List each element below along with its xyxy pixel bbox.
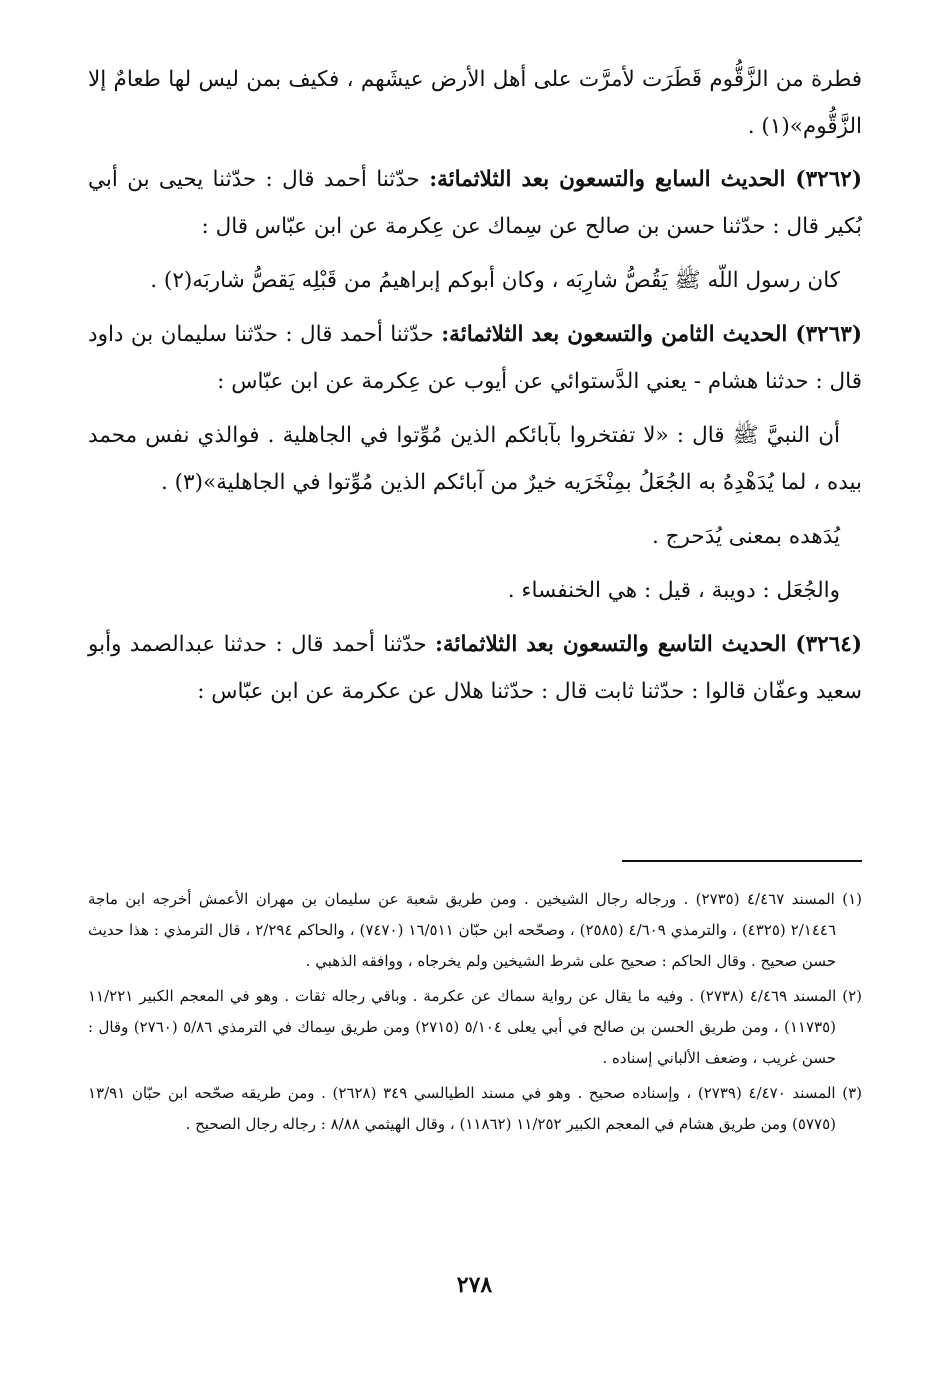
gloss-line: والجُعَل : دويبة ، قيل : هي الخنفساء . [507, 578, 840, 603]
hadith-heading: (٣٢٦٣) الحديث الثامن والتسعون بعد الثلاثمائة: [441, 322, 862, 347]
hadith-matn: أن النبيَّ ﷺ قال : «لا تفتخروا بآبائكم الذين مُوِّتوا في الجاهلية . فوالذي نفس محمد بيده ، لما يُدَهْدِهُ به الجُعَلُ بمِنْخَرَيه خيرٌ من آبائكم الذين مُوِّتوا في الجاهلية»(٣) . [88, 423, 862, 495]
main-text [88, 56, 862, 722]
hadith-heading: (٣٢٦٤) الحديث التاسع والتسعون بعد الثلاثمائة: [435, 632, 862, 657]
footnote-1: (١) المسند ٤/٤٦٧ (٢٧٣٥) . ورجاله رجال الشيخين . ومن طريق شعبة عن سليمان بن مهران الأعمش أخرجه ابن ماجة ٢/١٤٤٦ (٤٣٢٥) ، والترمذي ٤/٦٠٩ (٢٥٨٥) ، وصحّحه ابن حبّان ١٦/٥١١ (٧٤٧٠) ، والحاكم ٢/٢٩٤ ، قال الترمذي : هذا حديث حسن صحيح . وقال الحاكم : صحيح على شرط الشيخين ولم يخرجاه ، ووافقه الذهبي . [88, 890, 862, 970]
footnote-2: (٢) المسند ٤/٤٦٩ (٢٧٣٨) . وفيه ما يقال عن رواية سماك عن عكرمة . وباقي رجاله ثقات . وهو في المعجم الكبير ١١/٢٢١ (١١٧٣٥) ، ومن طريق الحسن بن صالح في أبي يعلى ٥/١٠٤ (٢٧١٥) ومن طريق سِماك في الترمذي ٥/٨٦ (٢٧٦٠) وقال : حسن غريب ، وضعف الألباني إسناده . [88, 987, 862, 1067]
hadith-matn: كان رسول اللّه ﷺ يَقُصُّ شارِبَه ، وكان أبوكم إبراهيمُ من قَبْلِه يَقصُّ شاربَه(٢) . [150, 268, 840, 293]
footnotes [88, 884, 862, 1144]
paragraph-continuation: فطرة من الزَّقُّوم قَطَرَت لأمرَّت على أهل الأرض عيشَهم ، فكيف بمن ليس لها طعامٌ إلا الزَّقُّوم»(١) . [88, 67, 862, 139]
footnote-separator [622, 860, 862, 862]
page-number: ٢٧٨ [456, 1272, 493, 1298]
footnote-3: (٣) المسند ٤/٤٧٠ (٢٧٣٩) ، وإسناده صحيح . وهو في مسند الطيالسي ٣٤٩ (٢٦٢٨) . ومن طريقه صحّحه ابن حبّان ١٣/٩١ (٥٧٧٥) ومن طريق هشام في المعجم الكبير ١١/٢٥٢ (١١٨٦٢) ، وقال الهيثمي ٨/٨٨ : رجاله رجال الصحيح . [88, 1084, 862, 1133]
hadith-3262 [88, 156, 862, 250]
hadith-heading: (٣٢٦٢) الحديث السابع والتسعون بعد الثلاثمائة: [429, 167, 862, 192]
gloss-line: يُدَهده بمعنى يُدَحرج . [652, 524, 840, 549]
hadith-3264 [88, 621, 862, 715]
hadith-isnad: حدّثنا أحمد قال : حدّثنا يحيى بن أبي بُكير قال : حدّثنا حسن بن صالح عن سِماك عن عِكرمة عن ابن عبّاس قال : [88, 167, 862, 239]
hadith-isnad: حدّثنا أحمد قال : حدّثنا سليمان بن داود قال : حدثنا هشام - يعني الدَّستوائي عن أيوب عن عِكرمة عن ابن عبّاس : [88, 322, 862, 394]
hadith-isnad: حدّثنا أحمد قال : حدثنا عبدالصمد وأبو سعيد وعفّان قالوا : حدّثنا ثابت قال : حدّثنا هلال عن عكرمة عن ابن عبّاس : [88, 632, 862, 704]
hadith-3263 [88, 311, 862, 405]
